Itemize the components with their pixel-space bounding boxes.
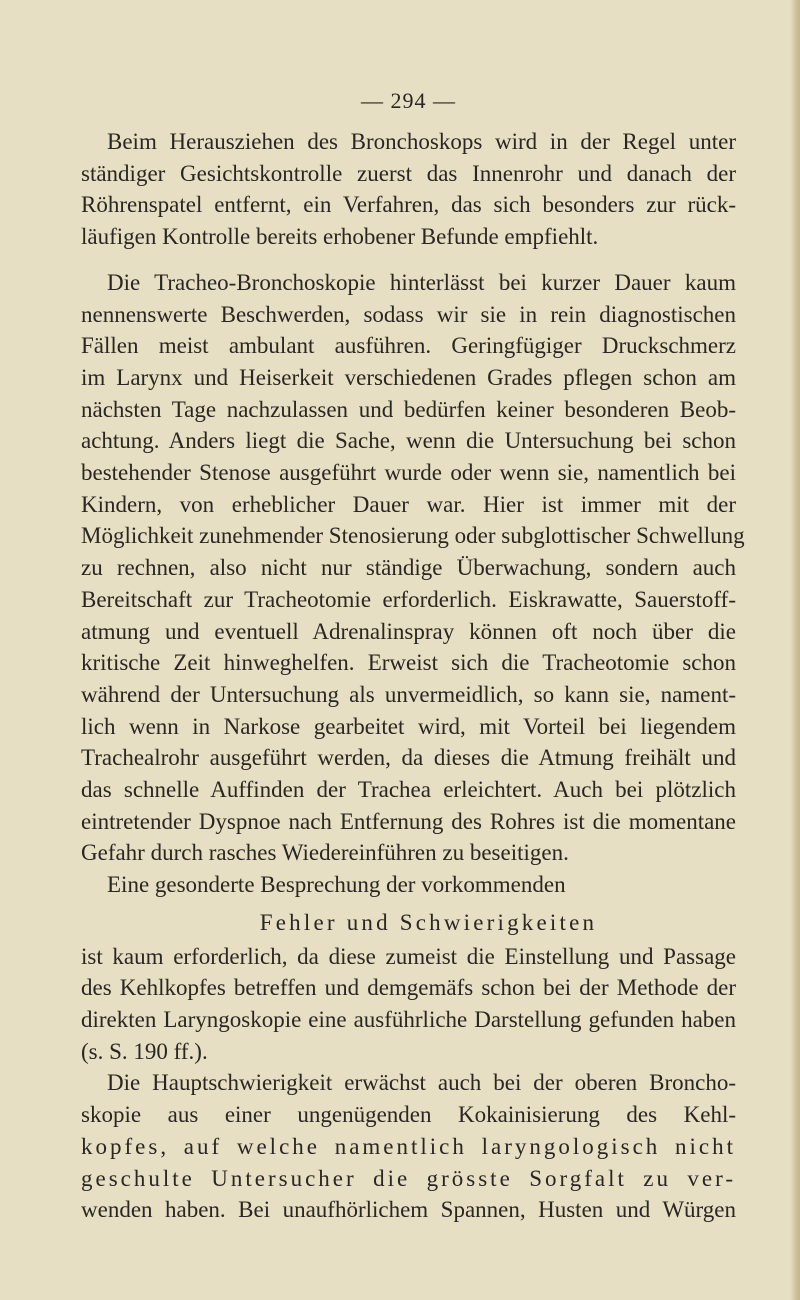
section-heading: Fehler und Schwierigkeiten bbox=[259, 909, 598, 935]
text-line: nächsten Tage nachzulassen und bedürfen keiner besonderen Beob- bbox=[81, 396, 736, 422]
text-line: bestehender Stenose ausgeführt wurde oder wenn sie, namentlich bei bbox=[81, 460, 736, 486]
text-line: Die Hauptschwierigkeit erwächst auch bei der oberen Broncho- bbox=[107, 1070, 736, 1096]
text-line: Gefahr durch rasches Wiedereinführen zu beseitigen. bbox=[81, 840, 569, 866]
paragraph-tracheo-bronchoskopie bbox=[81, 267, 745, 869]
page-number: — 294 — bbox=[361, 88, 456, 113]
text-line: Trachealrohr ausgeführt werden, da dieses die Atmung freihält und bbox=[81, 745, 736, 771]
text-line: das schnelle Auffinden der Trachea erleichtert. Auch bei plötzlich bbox=[81, 777, 736, 803]
text-line: (s. S. 190 ff.). bbox=[81, 1038, 208, 1064]
body-text bbox=[81, 126, 745, 1226]
text-line: geschulte Untersucher die grösste Sorgfalt zu ver- bbox=[81, 1165, 736, 1191]
text-line: lich wenn in Narkose gearbeitet wird, mit Vorteil bei liegendem bbox=[81, 713, 736, 739]
paragraph-besprechung bbox=[81, 869, 736, 1067]
text-line: achtung. Anders liegt die Sache, wenn die Untersuchung bei schon bbox=[81, 428, 736, 454]
text-line: Eine gesonderte Besprechung der vorkommenden bbox=[107, 872, 566, 898]
text-line: während der Untersuchung als unvermeidlich, so kann sie, nament- bbox=[81, 681, 736, 707]
text-line: Möglichkeit zunehmender Stenosierung oder subglottischer Schwellung bbox=[81, 523, 745, 549]
text-line: wenden haben. Bei unaufhörlichem Spannen, Husten und Würgen bbox=[81, 1197, 736, 1223]
page-edge-shadow bbox=[790, 0, 800, 1300]
text-line: direkten Laryngoskopie eine ausführliche Darstellung gefunden haben bbox=[81, 1006, 736, 1032]
text-line: zu rechnen, also nicht nur ständige Überwachung, sondern auch bbox=[81, 555, 736, 581]
paragraph-herausziehen bbox=[81, 126, 736, 253]
text-line: Fällen meist ambulant ausführen. Geringfügiger Druckschmerz bbox=[81, 333, 736, 359]
text-line: kritische Zeit hinweghelfen. Erweist sich die Tracheotomie schon bbox=[81, 650, 736, 676]
text-line: eintretender Dyspnoe nach Entfernung des Rohres ist die momentane bbox=[81, 808, 736, 834]
text-line: Röhrenspatel entfernt, ein Verfahren, das sich besonders zur rück- bbox=[81, 192, 736, 218]
text-line: skopie aus einer ungenügenden Kokainisierung des Kehl- bbox=[81, 1102, 736, 1128]
text-line: Bereitschaft zur Tracheotomie erforderlich. Eiskrawatte, Sauerstoff- bbox=[81, 586, 736, 612]
text-line: nennenswerte Beschwerden, sodass wir sie in rein diagnostischen bbox=[81, 301, 736, 327]
text-line: des Kehlkopfes betreffen und demgemäfs schon bei der Methode der bbox=[81, 975, 736, 1001]
paragraph-hauptschwierigkeit bbox=[81, 1067, 736, 1226]
paragraph-gap bbox=[81, 253, 736, 267]
text-line: Die Tracheo-Bronchoskopie hinterlässt bei kurzer Dauer kaum bbox=[107, 269, 736, 295]
text-line: kopfes, auf welche namentlich laryngologisch nicht bbox=[81, 1133, 736, 1159]
text-line: ständiger Gesichtskontrolle zuerst das Innenrohr und danach der bbox=[81, 160, 736, 186]
text-line: läufigen Kontrolle bereits erhobener Befunde empfiehlt. bbox=[81, 224, 599, 250]
text-line: atmung und eventuell Adrenalinspray können oft noch über die bbox=[81, 618, 736, 644]
text-line: im Larynx und Heiserkeit verschiedenen Grades pflegen schon am bbox=[81, 364, 736, 390]
text-line: ist kaum erforderlich, da diese zumeist die Einstellung und Passage bbox=[81, 943, 736, 969]
text-line: Kindern, von erheblicher Dauer war. Hier ist immer mit der bbox=[81, 491, 736, 517]
text-line: Beim Herausziehen des Bronchoskops wird in der Regel unter bbox=[107, 129, 736, 154]
